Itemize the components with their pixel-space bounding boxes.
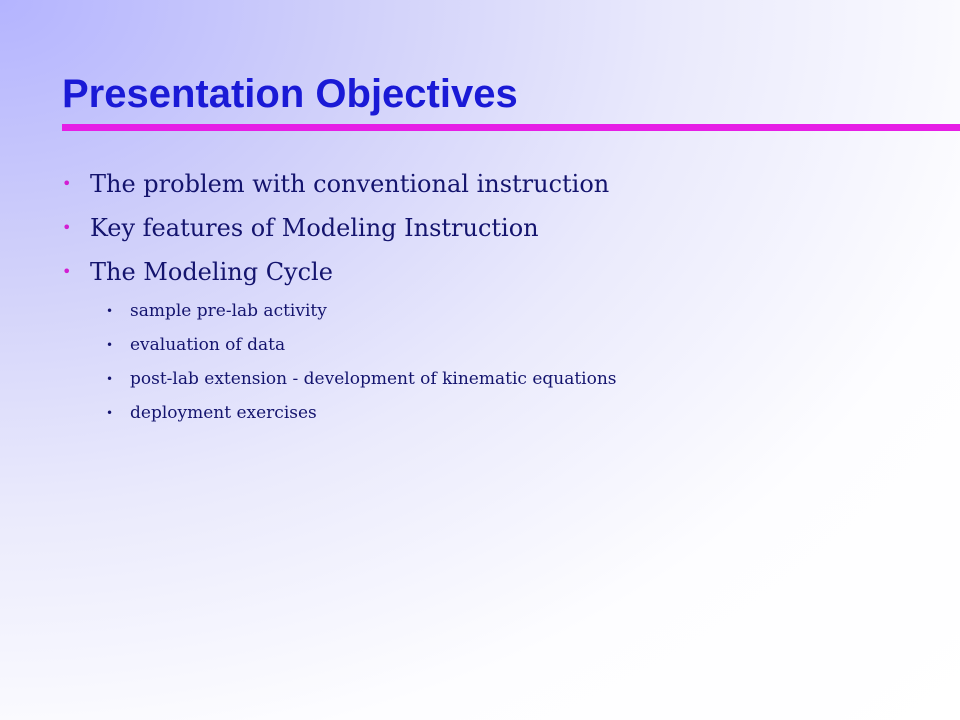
objective-item: [62, 162, 609, 206]
sub-objective-text: deployment exercises: [130, 403, 317, 423]
sub-bullet-dot-icon: •: [106, 338, 114, 352]
sub-objective-text: evaluation of data: [130, 335, 286, 355]
sub-objective-item: [106, 362, 617, 396]
modeling-cycle-sublist: [106, 294, 617, 430]
objectives-list: [62, 162, 609, 294]
sub-objective-item: [106, 396, 617, 430]
slide-title: Presentation Objectives: [62, 72, 518, 116]
sub-bullet-dot-icon: •: [106, 304, 114, 318]
objective-text: Key features of Modeling Instruction: [90, 214, 539, 242]
objective-item: [62, 250, 609, 294]
objective-text: The problem with conventional instruction: [90, 170, 610, 198]
sub-objective-item: [106, 328, 617, 362]
sub-bullet-dot-icon: •: [106, 406, 114, 420]
sub-objective-item: [106, 294, 617, 328]
sub-objective-text: post-lab extension - development of kinematic equations: [130, 369, 617, 389]
title-underline-rule: [62, 124, 960, 131]
bullet-dot-icon: •: [62, 218, 72, 237]
bullet-dot-icon: •: [62, 174, 72, 193]
sub-bullet-dot-icon: •: [106, 372, 114, 386]
objective-item: [62, 206, 609, 250]
sub-objective-text: sample pre-lab activity: [130, 301, 327, 321]
bullet-dot-icon: •: [62, 262, 72, 281]
objective-text: The Modeling Cycle: [90, 258, 333, 286]
